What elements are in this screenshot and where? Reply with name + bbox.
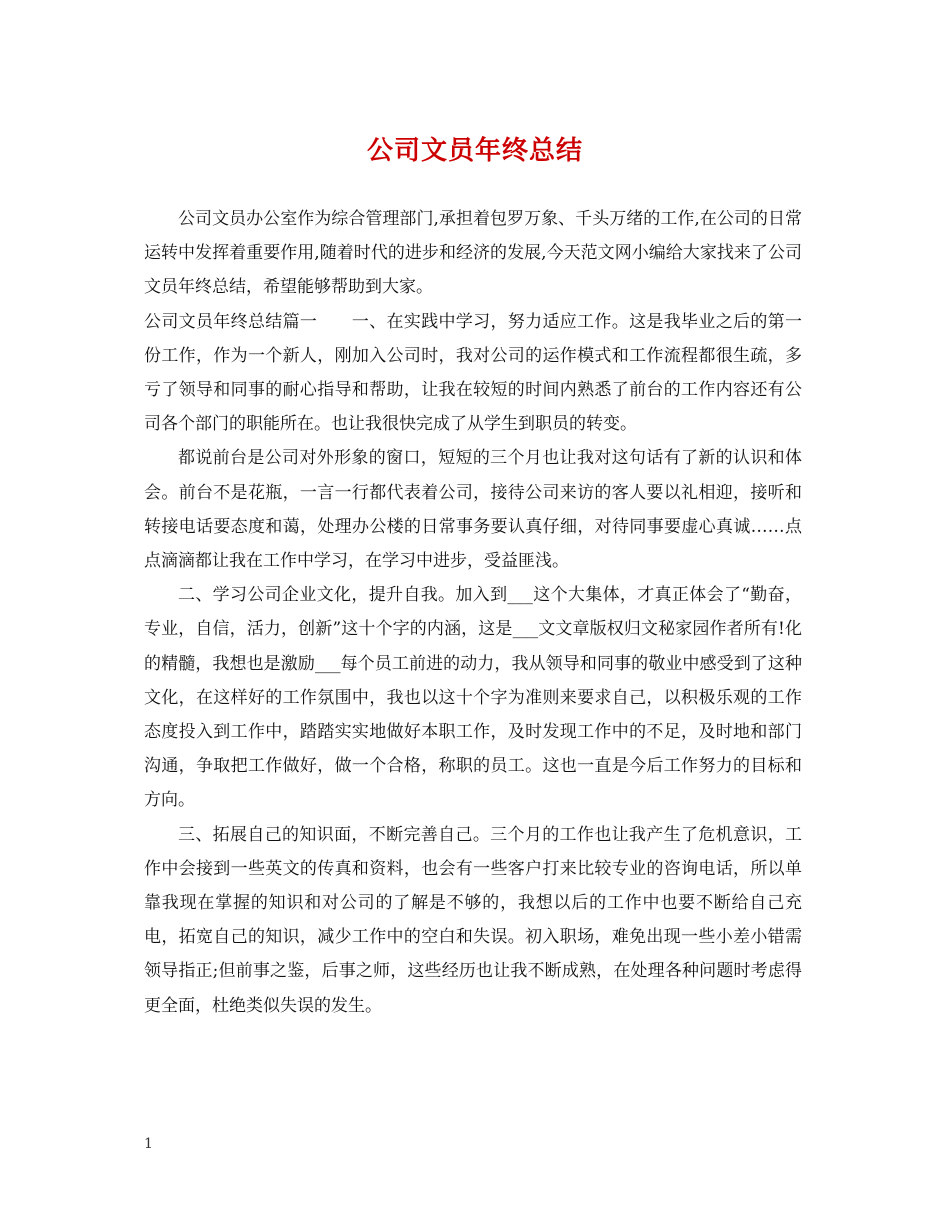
- paragraph-intro: 公司文员办公室作为综合管理部门,承担着包罗万象、千头万绪的工作,在公司的日常运转中发挥着重要作用,随着时代的进步和经济的发展,今天范文网小编给大家找来了公司文员年终总结，希望能够帮助到大家。: [144, 209, 802, 298]
- page-number: 1: [144, 1136, 153, 1152]
- paragraph-section-two: 二、学习公司企业文化，提升自我。加入到___这个大集体，才真正体会了“勤奋，专业，自信，活力，创新”这十个字的内涵，这是___文文章版权归文秘家园作者所有!化的精髓，我想也是激励___每个员工前进的动力，我从领导和同事的敬业中感受到了这种文化，在这样好的工作氛围中，我也以这十个字为准则来要求自己，以积极乐观的工作态度投入到工作中，踏踏实实地做好本职工作，及时发现工作中的不足，及时地和部门沟通，争取把工作做好，做一个合格，称职的员工。这也一直是今后工作努力的目标和方向。: [144, 585, 802, 811]
- paragraph-front-desk: 都说前台是公司对外形象的窗口，短短的三个月也让我对这句话有了新的认识和体会。前台不是花瓶，一言一行都代表着公司，接待公司来访的客人要以礼相迎，接听和转接电话要态度和蔼，处理办公楼的日常事务要认真仔细，对待同事要虚心真诚……点点滴滴都让我在工作中学习，在学习中进步，受益匪浅。: [144, 448, 802, 572]
- document-title: 公司文员年终总结: [366, 136, 583, 166]
- paragraph-section-one: 公司文员年终总结篇一 一、在实践中学习，努力适应工作。这是我毕业之后的第一份工作，作为一个新人，刚加入公司时，我对公司的运作模式和工作流程都很生疏，多亏了领导和同事的耐心指导和帮助，让我在较短的时间内熟悉了前台的工作内容还有公司各个部门的职能所在。也让我很快完成了从学生到职员的转变。: [144, 311, 802, 435]
- paragraph-section-three: 三、拓展自己的知识面，不断完善自己。三个月的工作也让我产生了危机意识，工作中会接到一些英文的传真和资料，也会有一些客户打来比较专业的咨询电话，所以单靠我现在掌握的知识和对公司的了解是不够的，我想以后的工作中也要不断给自己充电，拓宽自己的知识，减少工作中的空白和失误。初入职场，难免出现一些小差小错需领导指正;但前事之鉴，后事之师，这些经历也让我不断成熟，在处理各种问题时考虑得更全面，杜绝类似失误的发生。: [144, 824, 802, 1016]
- document-body: [144, 202, 802, 1023]
